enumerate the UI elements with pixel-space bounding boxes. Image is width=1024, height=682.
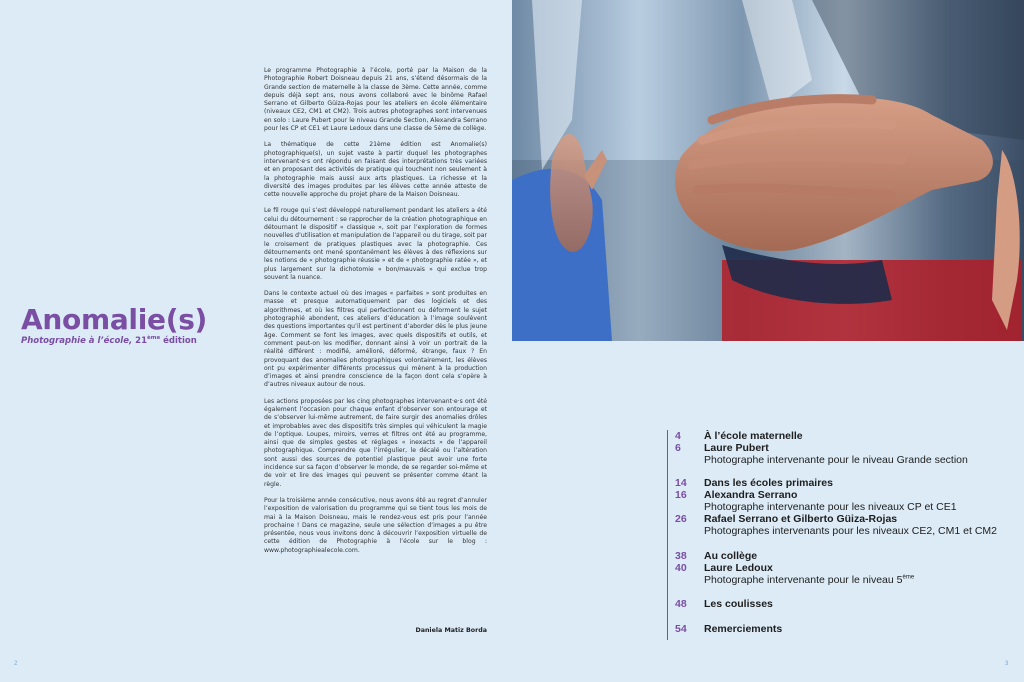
toc-page-number: 40 [675, 562, 687, 574]
toc-page-number: 6 [675, 442, 681, 454]
toc-page-number: 14 [675, 477, 687, 489]
toc-section-title: À l’école maternelle [704, 430, 803, 442]
toc-section-title: Les coulisses [704, 598, 773, 610]
toc-section-description: Photographes intervenants pour les niveaux CE2, CM1 et CM2 [704, 525, 997, 537]
toc-section-title: Laure Pubert [704, 442, 769, 454]
cover-photo [512, 0, 1024, 341]
paragraph: Le fil rouge qui s’est développé naturellement pendant les ateliers a été celui du détournement : se rapprocher de la création photographique en détournant le dispositif « classique », soit par l’exploration de formes nouvelles d’utilisation et manipulation de l’appareil ou du tirage, soit par le croisement de pratiques plastiques avec la photographie. Ces détournements ont mené spontanément les élèves à des réflexions sur les notions de « photographie réussie » et de « photographie ratée », et plus largement sur la dichotomie « bon/mauvais » qui exclue trop souvent la nuance. [264, 207, 487, 281]
toc-divider [667, 430, 668, 640]
toc-section-description: Photographe intervenante pour les niveaux CP et CE1 [704, 501, 957, 513]
paragraph: Le programme Photographie à l’école, porté par la Maison de la Photographie Robert Doisneau depuis 21 ans, s’étend désormais de la Grande section de maternelle à la classe de 3ème. Cette année, comme depuis déjà sept ans, nous avons collaboré avec le binôme Rafael Serrano et Gilberto Güiza-Rojas pour les ateliers en école élémentaire (niveaux CE2, CM1 et CM2). Trois autres photographes sont intervenues en solo : Laure Pubert pour le niveau Grande Section, Alexandra Serrano pour les CP et CE1 et Laure Ledoux dans une classe de 5ème de collège. [264, 67, 487, 133]
toc-desc-text: Photographe intervenante pour le niveau 5 [704, 574, 903, 586]
toc-page-number: 16 [675, 489, 687, 501]
toc-section-title: Laure Ledoux [704, 562, 773, 574]
toc-page-number: 38 [675, 550, 687, 562]
page-number-right: 3 [1005, 661, 1009, 667]
toc-section-title: Dans les écoles primaires [704, 477, 833, 489]
photo-hands-mirror-icon [512, 0, 1024, 341]
toc-page-number: 48 [675, 598, 687, 610]
toc-section-title: Rafael Serrano et Gilberto Güiza-Rojas [704, 513, 898, 525]
paragraph: Dans le contexte actuel où des images « parfaites » sont produites en masse et presque automatiquement par des logiciels et des algorithmes, et où les filtres qui perfectionnent ou déforment le sujet photographié abondent, ces ateliers d’éducation à l’image soulèvent des questions importantes qu’il est pertinent d’aborder dès le plus jeune âge. Comment se font les images, avec quels dispositifs et outils, et comment peut-on les modifier, donnant ainsi à voir un portrait de la réalité différent : modifié, amélioré, déformé, étrange, faux ? En provoquant des anomalies photographiques volontairement, les élèves ont pu expérimenter différents processus qui mènent à la production d’images et ainsi prendre conscience de la façon dont cela s’opère à d’autres niveaux autour de nous. [264, 290, 487, 389]
toc-section-title: Remerciements [704, 623, 783, 635]
toc-page-number: 4 [675, 430, 681, 442]
subtitle-edition-suffix: édition [160, 335, 197, 346]
paragraph: La thématique de cette 21ème édition est Anomalie(s) photographique(s), un sujet vaste à partir duquel les photographes intervenant·e·s ont répondu en faisant des interprétations très variées et en proposant des activités de pratique qui touchent non seulement à la photographie mais aussi aux arts plastiques. La richesse et la diversité des images produites par les élèves cette année atteste de cette nouvelle approche du projet phare de la Maison Doisneau. [264, 141, 487, 199]
author-signature: Daniela Matiz Borda [415, 627, 487, 634]
title-block [21, 303, 251, 346]
subtitle-edition-sup: ème [147, 335, 161, 341]
toc-section-description [704, 574, 914, 586]
toc-page-number: 54 [675, 623, 687, 635]
toc-section-title: Au collège [704, 550, 758, 562]
page-number-left: 2 [14, 661, 18, 667]
subtitle-edition-prefix: 21 [132, 335, 147, 346]
paragraph: Pour la troisième année consécutive, nous avons été au regret d’annuler l’exposition de valorisation du programme qui se tient tous les mois de mai à la Maison Doisneau, mais le rendez-vous est pris pour l’année prochaine ! Dans ce magazine, seule une sélection d’images a pu être présentée, nous vous invitons donc à découvrir l’exposition virtuelle de cette édition de Photographie à l’école sur le blog : www.photographiealecole.com. [264, 496, 487, 554]
paragraph: Les actions proposées par les cinq photographes intervenant·e·s ont été également l’occasion pour chaque enfant d’observer son entourage et de s’observer lui-même autrement, de faire surgir des anomalies drôles et improbables avec des dispositifs très simples qui véhiculent la magie de l’optique. Loupes, miroirs, verres et filtres ont été au programme, ainsi que de simples gestes et réglages « inexacts » de l’appareil photographique. Comprendre que l’irrégulier, le décalé ou l’altération sont aussi des sources de potentiel plastique peut avoir une forte incidence sur sa façon d’observer le monde, de se regarder soi-même et de voir et lire des images qui peuvent se présenter comme étant la règle. [264, 397, 487, 488]
toc-section-description: Photographe intervenante pour le niveau Grande section [704, 454, 968, 466]
toc-desc-sup: ème [902, 574, 915, 581]
toc-page-number: 26 [675, 513, 687, 525]
editorial-text [264, 67, 487, 563]
toc-section-title: Alexandra Serrano [704, 489, 798, 501]
page-title: Anomalie(s) [21, 303, 208, 336]
page-subtitle [21, 335, 251, 346]
subtitle-program: Photographie à l’école, [21, 335, 133, 346]
